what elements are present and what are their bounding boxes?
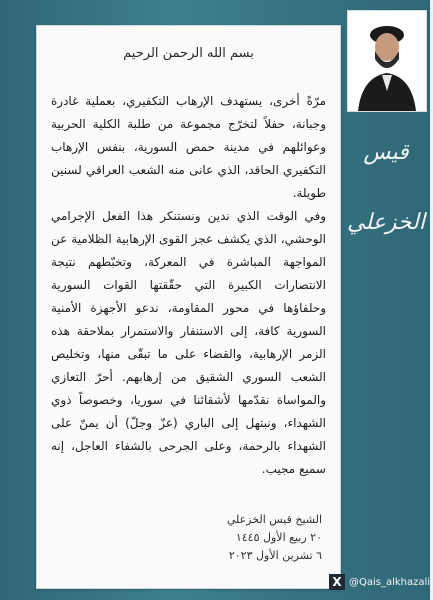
paragraph: وفي الوقت الذي ندين ونستنكر هذا الفعل الإجرامي الوحشي، الذي يكشف عجز القوى الإرهابية الظلامية عن المواجهة المباشرة في المعركة، وتخبّطهم نتيجة الانتصارات الكبيرة التي حقّقتها القوات السورية وحلفاؤها في محور المقاومة، ندعو الأجهزة الأمنية السورية كافة، إلى الاستنفار والاستمرار بملاحقة هذه الزمر الإرهابية، والقضاء على ما تبقّى منها، وتخليص الشعب السوري الشقيق من إرهابهم. أحرّ التعازي والمواساة نقدّمها لأشقائنا في سوريا، وخصوصاً ذوي الشهداء، ونبتهل إلى الباري (عزّ وجلّ) أن يمنّ على الشهداء بالرحمة، وعلى الجرحى بالشفاء العاجل، إنه سميع مجيب. <box>51 209 326 476</box>
portrait-image <box>347 10 427 112</box>
signature-block <box>122 511 322 565</box>
calligraphy-signature: قيس الخزعلي <box>347 140 425 235</box>
x-logo-icon: X <box>329 574 345 590</box>
statement-body <box>51 90 326 481</box>
bismillah-heading: بسم الله الرحمن الرحيم <box>123 46 254 61</box>
statement-card <box>36 25 341 589</box>
paragraph: مرّةً أخرى، يستهدف الإرهاب التكفيري، بعملية غادرة وجبانة، حفلاً لتخرّج مجموعة من طلبة الكلية الحربية وعوائلهم في مدينة حمص السورية، بنفس الإرهاب التكفيري الحاقد، الذي عانى منه الشعب العراقي لسنين طويلة. <box>51 94 326 200</box>
handle-text: @Qais_alkhazali <box>349 576 431 588</box>
gregorian-date: ٦ تشرين الأول ٢٠٢٣ <box>228 549 322 562</box>
social-handle[interactable] <box>329 572 433 592</box>
signature-name: الشيخ قيس الخزعلي <box>226 513 322 526</box>
portrait-figure-icon <box>348 11 426 111</box>
hijri-date: ٢٠ ربيع الأول ١٤٤٥ <box>235 531 322 544</box>
